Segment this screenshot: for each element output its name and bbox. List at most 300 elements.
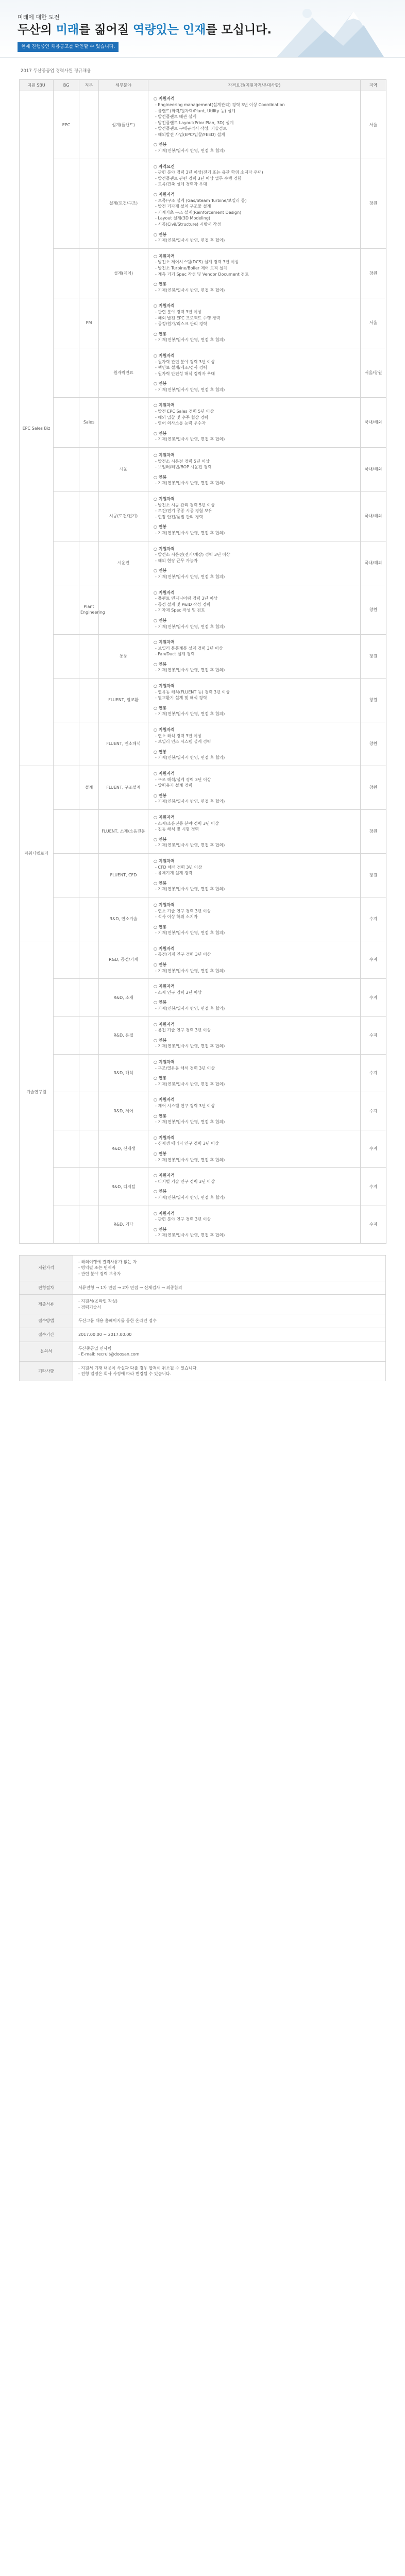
headline-part-3: 를 짊어질 (79, 23, 133, 37)
subfield-cell: FLUENT, CFD (99, 853, 148, 897)
requirement-line: - 열유동 해석(FLUENT 등) 경력 3년 이상 (155, 689, 230, 694)
requirements-cell (148, 1130, 361, 1167)
bg-cell (54, 635, 79, 679)
subfield-cell (99, 398, 148, 448)
requirement-line: - 기재(연봉/입사시 반영, 면접 후 협의) (155, 574, 225, 579)
subfield-cell: R&D, 해석 (99, 1055, 148, 1092)
subfield-cell: 통풍 (99, 635, 148, 679)
location-cell: 국내/해외 (361, 492, 386, 541)
requirement-line: - 기재(연봉/입사시 반영, 면접 후 협의) (155, 437, 225, 442)
location-cell: 수지 (361, 1130, 386, 1167)
requirement-heading: ○ 지원자격 (154, 403, 175, 408)
bg-cell (54, 1092, 79, 1130)
requirement-heading: ○ 지원자격 (154, 1060, 175, 1064)
requirement-line: - 플랜트 엔지니어링 경력 3년 이상 (155, 596, 218, 601)
requirements-cell (148, 1168, 361, 1206)
requirement-line: - 플랜트(화력/원자력/Plant, Utility 등) 설계 (155, 108, 235, 113)
requirement-heading: ○ 연봉 (154, 1113, 167, 1118)
info-row (20, 1295, 386, 1314)
requirement-line: - 기재(연봉/입사시 반영, 면접 후 협의) (155, 887, 225, 892)
bg-cell (54, 585, 79, 635)
job-cell (79, 248, 99, 298)
requirement-line: - 영어 의사소통 능력 우수자 (155, 421, 206, 426)
job-cell (79, 1168, 99, 1206)
bg-cell (54, 809, 79, 853)
requirements-cell (148, 1206, 361, 1243)
requirement-heading: ○ 연봉 (154, 1227, 167, 1232)
bg-cell (54, 1016, 79, 1054)
location-cell: 창원 (361, 853, 386, 897)
subfield-cell: R&D, 연소기술 (99, 897, 148, 941)
requirement-line: - 기재(연봉/입사시 반영, 면접 후 협의) (155, 481, 225, 486)
requirement-heading: ○ 지원자격 (154, 1135, 175, 1140)
mountain-graphic (276, 2, 384, 58)
bg-cell (54, 1168, 79, 1206)
requirements-cell (148, 492, 361, 541)
requirement-heading: ○ 지원자격 (154, 1211, 175, 1216)
bg-cell (54, 298, 79, 348)
requirement-heading: ○ 연봉 (154, 474, 167, 480)
requirement-heading: ○ 연봉 (154, 381, 167, 386)
requirement-line: - 발전플랜트 관련 경력 3년 이상 업무 수행 경험 (155, 176, 242, 181)
bg-cell (54, 853, 79, 897)
requirement-heading: ○ 연봉 (154, 142, 167, 147)
requirements-cell (148, 248, 361, 298)
location-cell: 서울 (361, 91, 386, 159)
requirement-heading: ○ 연봉 (154, 662, 167, 667)
info-label: 전형절차 (20, 1281, 73, 1295)
subfield-cell: R&D, 공정/기계 (99, 941, 148, 978)
requirement-heading: ○ 지원자격 (154, 353, 175, 358)
job-cell (79, 91, 99, 159)
table-row (20, 1055, 386, 1092)
job-cell: Sales (79, 398, 99, 448)
info-table-body (20, 1255, 386, 1381)
requirement-line: - 공정/원가/리스크 관리 경력 (155, 321, 207, 327)
requirement-line: - 기재(연봉/입사시 반영, 면접 후 협의) (155, 1044, 225, 1049)
requirement-heading: ○ 연봉 (154, 880, 167, 886)
requirement-line: - 원자력 안전성 해석 경력자 우대 (155, 371, 215, 376)
info-label: 제출서류 (20, 1295, 73, 1314)
requirement-line: - 신재생 에너지 연구 경력 3년 이상 (155, 1141, 219, 1146)
bg-cell (54, 448, 79, 492)
job-cell (79, 722, 99, 766)
col-header: 세부분야 (99, 80, 148, 91)
job-cell (79, 853, 99, 897)
table-row (20, 809, 386, 853)
requirement-heading: ○ 연봉 (154, 1076, 167, 1081)
requirement-line: - 기재(연봉/입사시 반영, 면접 후 협의) (155, 1233, 225, 1238)
requirement-line: - 기재(연봉/입사시 반영, 면접 후 협의) (155, 148, 225, 154)
table-header-row (20, 80, 386, 91)
requirement-heading: ○ 지원자격 (154, 546, 175, 551)
table-row (20, 897, 386, 941)
info-line: 두산그룹 채용 홈페이지를 통한 온라인 접수 (78, 1318, 157, 1324)
requirements-cell (148, 679, 361, 722)
bg-cell (54, 248, 79, 298)
subfield-cell: R&D, 용접 (99, 1016, 148, 1054)
job-cell (79, 1130, 99, 1167)
table-row (20, 541, 386, 585)
requirements-cell (148, 1055, 361, 1092)
requirement-line: - 구조 해석/설계 경력 3년 이상 (155, 777, 211, 782)
bg-cell (54, 159, 79, 248)
bg-cell (54, 1055, 79, 1092)
info-row (20, 1328, 386, 1342)
bg-cell (54, 722, 79, 766)
location-cell: 창원 (361, 679, 386, 722)
subfield-cell: 시운 (99, 448, 148, 492)
requirement-heading: ○ 지원자격 (154, 858, 175, 863)
subfield-cell: R&D, 제어 (99, 1092, 148, 1130)
info-row (20, 1314, 386, 1328)
requirement-line: - 석사 이상 학위 소지자 (155, 914, 198, 920)
info-line: - 지원서(온라인 작성) (78, 1299, 118, 1304)
requirement-line: - 기재(연봉/입사시 반영, 면접 후 협의) (155, 1120, 225, 1125)
requirements-cell (148, 448, 361, 492)
requirement-line: - 토목/구조 설계 (Gas/Steam Turbine/보일러 등) (155, 198, 247, 203)
requirement-heading: ○ 연봉 (154, 1038, 167, 1043)
table-row (20, 1130, 386, 1167)
job-cell (79, 897, 99, 941)
table-row (20, 492, 386, 541)
requirement-line: - 해외 발전 EPC 프로젝트 수행 경력 (155, 315, 221, 320)
bg-cell (54, 398, 79, 448)
table-row (20, 159, 386, 248)
banner-tagline: 미래에 대한 도전 (18, 14, 60, 21)
table-row (20, 766, 386, 810)
info-value (73, 1328, 386, 1342)
requirement-heading: ○ 연봉 (154, 232, 167, 237)
job-cell (79, 348, 99, 398)
info-table (19, 1255, 386, 1381)
table-row (20, 1016, 386, 1054)
requirement-heading: ○ 지원자격 (154, 1173, 175, 1178)
requirement-line: - 해외발전 사업(EPC/입찰/FEED) 설계 (155, 132, 225, 137)
table-row (20, 1092, 386, 1130)
requirement-line: - CFD 해석 경력 3년 이상 (155, 865, 202, 870)
location-cell: 수지 (361, 979, 386, 1016)
requirement-line: - 기재(연봉/입사시 반영, 면접 후 협의) (155, 843, 225, 848)
subfield-cell: R&D, 디지털 (99, 1168, 148, 1206)
requirement-line: - 토목/건축 설계 경력자 우대 (155, 182, 207, 187)
requirement-heading: ○ 지원자격 (154, 946, 175, 951)
job-cell: PM (79, 298, 99, 348)
requirements-cell (148, 398, 361, 448)
requirement-line: - 용접 기술 연구 경력 3년 이상 (155, 1028, 211, 1033)
requirement-line: - 보일러 연소 시스템 설계 경력 (155, 739, 211, 744)
job-cell: 설계 (79, 766, 99, 810)
job-cell (79, 809, 99, 853)
requirement-line: - 연소 기술 연구 경력 3년 이상 (155, 908, 211, 913)
requirement-heading: ○ 연봉 (154, 837, 167, 842)
requirement-line: - 기재(연봉/입사시 반영, 면접 후 협의) (155, 1157, 225, 1162)
col-header: 지역 (361, 80, 386, 91)
requirement-line: - 기재(연봉/입사시 반영, 면접 후 협의) (155, 711, 225, 717)
requirement-heading: ○ 연봉 (154, 793, 167, 798)
bg-cell (54, 897, 79, 941)
location-cell: 창원 (361, 585, 386, 635)
posting-subtitle: 2017 두산중공업 경력사원 정규채용 (21, 69, 91, 74)
requirement-line: - 발전소 시운전(전기/계장) 경력 3년 이상 (155, 552, 230, 557)
subfield-cell: R&D, 소재 (99, 979, 148, 1016)
requirement-heading: ○ 연봉 (154, 524, 167, 530)
requirement-heading: ○ 연봉 (154, 618, 167, 623)
requirement-line: - 관련 분야 경력 3년 이상 (155, 309, 202, 314)
requirement-heading: ○ 지원자격 (154, 684, 175, 689)
headline-part-1: 두산의 (18, 23, 56, 37)
bg-cell (54, 1206, 79, 1243)
requirements-cell (148, 348, 361, 398)
requirement-line: - 발전플랜트 배관 설계 (155, 114, 197, 120)
job-table (19, 79, 386, 1244)
job-table-body (20, 91, 386, 1244)
requirement-line: - 유체기계 설계 경력 (155, 871, 193, 876)
requirement-heading: ○ 연봉 (154, 1151, 167, 1156)
location-cell: 창원 (361, 159, 386, 248)
requirement-line: - 계측 기기 Spec 작성 및 Vendor Document 검토 (155, 272, 249, 277)
requirement-line: - 소재 연구 경력 3년 이상 (155, 990, 202, 995)
requirement-line: - 기재(연봉/입사시 반영, 면접 후 협의) (155, 1195, 225, 1200)
bg-cell: EPC (54, 91, 79, 159)
info-line: - 지원서 기재 내용이 사실과 다를 경우 합격이 취소될 수 있습니다. (78, 1365, 198, 1370)
subfield-cell: 설계(토건/구조) (99, 159, 148, 248)
requirement-line: - 관련 분야 연구 경력 3년 이상 (155, 1217, 211, 1222)
bg-cell (54, 679, 79, 722)
requirement-heading: ○ 연봉 (154, 924, 167, 929)
header-banner (0, 0, 405, 58)
subfield-cell (99, 585, 148, 635)
headline-accent-1: 미래 (56, 23, 79, 37)
table-row (20, 248, 386, 298)
col-header: 직무 (79, 80, 99, 91)
job-cell (79, 1016, 99, 1054)
requirement-line: - 디지털 기술 연구 경력 3년 이상 (155, 1179, 215, 1184)
table-row (20, 585, 386, 635)
requirement-heading: ○ 연봉 (154, 749, 167, 754)
table-row (20, 91, 386, 159)
requirement-line: - 핵연료 설계/제조/검사 경력 (155, 365, 207, 370)
requirement-line: - 기자재 Spec 작성 및 검토 (155, 608, 205, 613)
requirement-heading: ○ 연봉 (154, 705, 167, 710)
table-row (20, 635, 386, 679)
requirement-heading: ○ 지원자격 (154, 640, 175, 645)
location-cell: 창원 (361, 722, 386, 766)
location-cell: 국내/해외 (361, 448, 386, 492)
requirement-line: - 연소 해석 경력 3년 이상 (155, 733, 202, 738)
subfield-cell: 시공(토건/전기) (99, 492, 148, 541)
requirement-line: - 해외 현장 근무 가능자 (155, 558, 198, 563)
requirement-heading: ○ 지원자격 (154, 727, 175, 733)
table-row (20, 348, 386, 398)
job-cell (79, 679, 99, 722)
requirements-cell (148, 897, 361, 941)
job-cell: Plant Engineering (79, 585, 99, 635)
location-cell: 수지 (361, 897, 386, 941)
info-line: - 경력기술서 (78, 1304, 102, 1310)
table-row (20, 941, 386, 978)
subfield-cell: FLUENT, 연소해석 (99, 722, 148, 766)
requirement-line: - 기재(연봉/입사시 반영, 면접 후 협의) (155, 668, 225, 673)
requirement-line: - 기재(연봉/입사시 반영, 면접 후 협의) (155, 755, 225, 760)
headline-accent-2: 역량있는 인재 (133, 23, 206, 37)
requirement-heading: ○ 지원자격 (154, 771, 175, 776)
info-value (73, 1361, 386, 1381)
requirement-line: - 발전플랜트 구매규격서 작성, 기술검토 (155, 126, 227, 131)
location-cell: 수지 (361, 1168, 386, 1206)
requirements-cell (148, 585, 361, 635)
table-row (20, 1206, 386, 1243)
requirement-line: - 발전소 시운전 경력 5년 이상 (155, 459, 210, 464)
requirements-cell (148, 979, 361, 1016)
requirement-line: - 기계기초 구조 설계(Reinforcement Design) (155, 210, 242, 215)
job-cell (79, 941, 99, 978)
requirement-heading: ○ 지원자격 (154, 815, 175, 820)
table-row (20, 853, 386, 897)
sbu-cell: EPC Sales Biz (20, 91, 54, 766)
requirement-line: - 소재/소음진동 분야 경력 3년 이상 (155, 821, 219, 826)
requirement-heading: ○ 연봉 (154, 962, 167, 968)
subfield-cell: R&D, 기타 (99, 1206, 148, 1243)
table-row (20, 1168, 386, 1206)
location-cell: 수지 (361, 1055, 386, 1092)
location-cell: 창원 (361, 635, 386, 679)
requirement-line: - 기재(연봉/입사시 반영, 면접 후 협의) (155, 1006, 225, 1011)
requirements-cell (148, 635, 361, 679)
sbu-cell: 파워디벨로퍼 (20, 766, 54, 941)
location-cell: 국내/해외 (361, 398, 386, 448)
requirement-line: - 기재(연봉/입사시 반영, 면접 후 협의) (155, 337, 225, 343)
requirement-line: - 현장 안전/품질 관리 경력 (155, 514, 204, 519)
info-line: - E-mail: recruit@doosan.com (78, 1352, 140, 1357)
info-row (20, 1342, 386, 1361)
table-row (20, 722, 386, 766)
info-line: 서류전형 → 1차 면접 → 2차 면접 → 신체검사 → 최종합격 (78, 1285, 182, 1290)
requirement-heading: ○ 연봉 (154, 331, 167, 336)
requirements-cell (148, 1092, 361, 1130)
requirement-line: - 기재(연봉/입사시 반영, 면접 후 협의) (155, 287, 225, 293)
table-row (20, 398, 386, 448)
requirement-line: - 기재(연봉/입사시 반영, 면접 후 협의) (155, 1081, 225, 1087)
bg-cell (54, 1130, 79, 1167)
subfield-cell: FLUENT, 구조설계 (99, 766, 148, 810)
info-value (73, 1255, 386, 1281)
info-row (20, 1281, 386, 1295)
info-label: 접수기간 (20, 1328, 73, 1342)
location-cell: 창원 (361, 248, 386, 298)
requirement-heading: ○ 연봉 (154, 282, 167, 287)
requirement-line: - 발전소 시공 관리 경력 5년 이상 (155, 502, 215, 507)
info-line: 두산중공업 인사팀 (78, 1346, 112, 1351)
requirement-line: - 관련 분야 경력 3년 이상(전기 또는 유관 학위 소지자 우대) (155, 170, 263, 175)
banner-subtext: 현재 진행중인 채용공고를 확인할 수 있습니다. (18, 42, 119, 52)
requirement-line: - 기재(연봉/입사시 반영, 면접 후 협의) (155, 238, 225, 243)
info-value (73, 1342, 386, 1361)
location-cell: 수지 (361, 1092, 386, 1130)
requirement-line: - 원자력 관련 분야 경력 3년 이상 (155, 359, 215, 364)
job-cell (79, 541, 99, 585)
requirement-line: - 기재(연봉/입사시 반영, 면접 후 협의) (155, 930, 225, 936)
info-line: - 관련 분야 경력 보유자 (78, 1272, 121, 1277)
job-cell (79, 159, 99, 248)
table-row (20, 979, 386, 1016)
subfield-cell: 원자력연료 (99, 348, 148, 398)
requirement-heading: ○ 지원자격 (154, 453, 175, 458)
subfield-cell: FLUENT, 소재/소음진동 (99, 809, 148, 853)
subfield-cell: 설계(플랜트) (99, 91, 148, 159)
requirement-line: - 제어 시스템 연구 경력 3년 이상 (155, 1103, 215, 1108)
job-cell (79, 1206, 99, 1243)
requirements-cell (148, 159, 361, 248)
requirements-cell (148, 941, 361, 978)
bg-cell (54, 492, 79, 541)
requirement-line: - 진동 해석 및 시험 경력 (155, 827, 199, 832)
job-cell (79, 492, 99, 541)
sbu-cell: 기술연구원 (20, 941, 54, 1243)
requirement-heading: ○ 자격요건 (154, 164, 175, 169)
bg-cell (54, 766, 79, 810)
requirement-heading: ○ 연봉 (154, 568, 167, 573)
info-label: 접수방법 (20, 1314, 73, 1328)
table-row (20, 448, 386, 492)
subfield-cell: 설계(제어) (99, 248, 148, 298)
job-cell (79, 1092, 99, 1130)
requirement-line: - 압력용기 설계 경력 (155, 783, 193, 788)
requirements-cell (148, 853, 361, 897)
col-header: BG (54, 80, 79, 91)
requirements-cell (148, 722, 361, 766)
location-cell: 수지 (361, 941, 386, 978)
requirement-line: - 발전소 Turbine/Boiler 제어 로직 설계 (155, 265, 228, 270)
requirements-cell (148, 91, 361, 159)
info-row (20, 1255, 386, 1281)
subfield-cell (99, 298, 148, 348)
requirement-line: - 기재(연봉/입사시 반영, 면접 후 협의) (155, 799, 225, 804)
requirement-line: - 해외 입찰 및 수주 협상 경력 (155, 415, 209, 420)
info-line: - 병역필 또는 면제자 (78, 1265, 116, 1270)
info-row (20, 1361, 386, 1381)
subfield-cell: R&D, 신재생 (99, 1130, 148, 1167)
job-cell (79, 979, 99, 1016)
requirements-cell (148, 541, 361, 585)
requirement-line: - 열교환기 설계 및 해석 경력 (155, 696, 207, 701)
requirement-line: - 기재(연봉/입사시 반영, 면접 후 협의) (155, 624, 225, 629)
location-cell: 창원 (361, 809, 386, 853)
requirement-line: - Engineering management(설계관리) 경력 3년 이상 Coordination (155, 102, 285, 107)
requirements-cell (148, 766, 361, 810)
location-cell: 서울 (361, 298, 386, 348)
info-label: 지원자격 (20, 1255, 73, 1281)
info-label: 기타사항 (20, 1361, 73, 1381)
banner-headline (18, 22, 272, 39)
info-value (73, 1314, 386, 1328)
bg-cell (54, 941, 79, 978)
requirement-line: - 토건/전기 공종 시공 경험 보유 (155, 509, 213, 514)
requirement-line: - 발전 기자재 설치 구조물 설계 (155, 204, 211, 209)
requirements-cell (148, 809, 361, 853)
location-cell: 국내/해외 (361, 541, 386, 585)
requirement-heading: ○ 지원자격 (154, 96, 175, 101)
info-label: 문의처 (20, 1342, 73, 1361)
job-cell (79, 1055, 99, 1092)
info-value (73, 1295, 386, 1314)
requirement-heading: ○ 지원자격 (154, 497, 175, 501)
job-cell (79, 448, 99, 492)
bg-cell (54, 541, 79, 585)
requirement-line: - Layout 설계(3D Modeling) (155, 216, 211, 221)
col-header: 지원 SBU (20, 80, 54, 91)
requirement-line: - 보일러/터빈/BOP 시운전 경력 (155, 465, 212, 470)
